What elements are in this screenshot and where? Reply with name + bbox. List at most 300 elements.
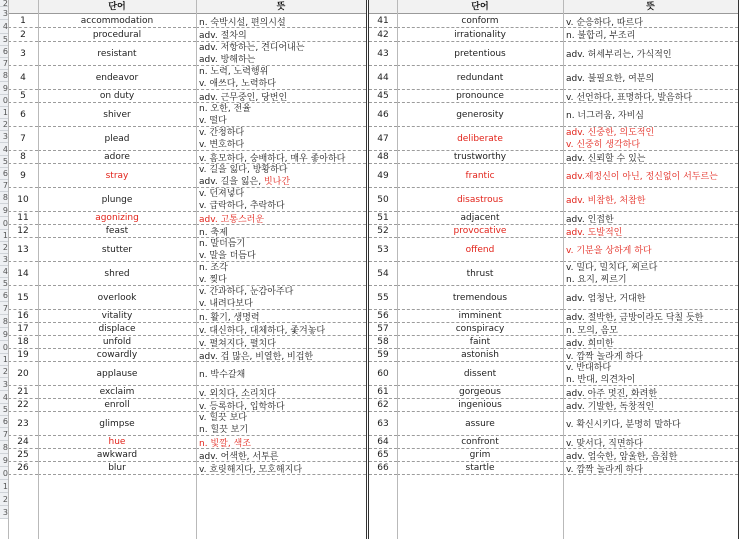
num-header-left[interactable] <box>8 0 38 14</box>
left-word-cell[interactable] <box>38 15 196 28</box>
left-num-cell[interactable] <box>8 42 38 66</box>
right-meaning-cell[interactable] <box>563 349 738 362</box>
row-header[interactable]: 1 <box>0 354 8 366</box>
right-word-cell-text: faint <box>469 337 491 347</box>
right-word-cell[interactable] <box>397 449 563 462</box>
meaning-line: adv. 저항하는, 견디어내는 <box>199 42 305 53</box>
right-word-cell[interactable] <box>397 362 563 386</box>
row-header[interactable]: 7 <box>0 428 8 441</box>
left-meaning-cell[interactable] <box>196 462 366 475</box>
right-num-cell-text: 42 <box>377 29 389 40</box>
left-meaning-cell[interactable] <box>196 399 366 412</box>
right-word-cell-text: deliberate <box>457 133 503 144</box>
left-meaning-cell[interactable] <box>196 66 366 90</box>
left-num-cell-text: 1 <box>20 16 26 26</box>
left-meaning-cell[interactable] <box>196 28 366 42</box>
right-meaning-cell[interactable] <box>563 262 738 286</box>
right-num-cell-text: 46 <box>377 109 389 120</box>
gridline <box>8 0 9 539</box>
left-word-cell[interactable] <box>38 336 196 349</box>
left-num-cell[interactable] <box>8 336 38 349</box>
right-word-cell[interactable] <box>397 225 563 238</box>
left-num-cell-text: 9 <box>20 170 26 181</box>
row-header[interactable]: 8 <box>0 70 8 82</box>
meaning-header-right[interactable]: 뜻 <box>563 0 738 14</box>
row-header[interactable]: 1 <box>0 480 8 493</box>
left-word-cell[interactable] <box>38 262 196 286</box>
left-word-cell-text: agonizing <box>95 213 139 223</box>
left-word-cell[interactable] <box>38 188 196 212</box>
right-num-cell-text: 56 <box>377 311 389 321</box>
right-word-cell[interactable] <box>397 66 563 90</box>
left-word-cell[interactable] <box>38 362 196 386</box>
row-header[interactable]: 4 <box>0 266 8 278</box>
row-header[interactable]: 4 <box>0 391 8 404</box>
right-word-cell[interactable] <box>397 462 563 475</box>
left-word-cell-text: enroll <box>104 400 130 410</box>
row-header[interactable]: 2 <box>0 493 8 506</box>
right-word-cell[interactable] <box>397 286 563 310</box>
left-num-cell-text: 19 <box>17 350 29 360</box>
right-num-cell-text: 54 <box>377 268 389 279</box>
right-word-cell[interactable] <box>397 238 563 262</box>
right-word-cell[interactable] <box>397 386 563 399</box>
right-num-cell-text: 57 <box>377 324 389 334</box>
right-word-cell[interactable] <box>397 310 563 323</box>
right-meaning-cell[interactable] <box>563 386 738 399</box>
left-word-cell[interactable] <box>38 286 196 310</box>
row-header[interactable]: 9 <box>0 454 8 467</box>
left-word-cell[interactable] <box>38 386 196 399</box>
left-word-cell[interactable] <box>38 238 196 262</box>
left-word-cell[interactable] <box>38 103 196 127</box>
meaning-line: n. 활기, 생명력 <box>199 312 260 323</box>
left-num-cell[interactable] <box>8 164 38 188</box>
left-num-cell-text: 10 <box>17 194 29 205</box>
right-num-cell[interactable] <box>369 462 397 475</box>
table-edge <box>738 0 739 539</box>
row-header[interactable]: 7 <box>0 58 8 70</box>
right-word-cell[interactable] <box>397 323 563 336</box>
right-num-cell-text: 52 <box>377 226 389 236</box>
right-word-cell[interactable] <box>397 399 563 412</box>
meaning-line: v. 맞서다, 직면하다 <box>566 438 643 449</box>
right-num-cell[interactable] <box>369 262 397 286</box>
right-meaning-cell[interactable] <box>563 151 738 164</box>
left-num-cell[interactable] <box>8 436 38 449</box>
left-word-cell[interactable] <box>38 449 196 462</box>
left-num-cell[interactable] <box>8 349 38 362</box>
left-word-cell[interactable] <box>38 127 196 151</box>
meaning-line: n. 빛깔, 색조 <box>199 438 251 449</box>
right-num-cell-text: 41 <box>377 16 389 26</box>
right-word-cell[interactable] <box>397 42 563 66</box>
left-num-cell[interactable] <box>8 225 38 238</box>
left-num-cell[interactable] <box>8 28 38 42</box>
left-word-cell-text: endeavor <box>95 72 139 83</box>
right-num-cell[interactable] <box>369 90 397 103</box>
meaning-line: adv. 절박한, 금방이라도 닥칠 듯한 <box>566 312 704 323</box>
left-num-cell[interactable] <box>8 310 38 323</box>
left-meaning-cell[interactable] <box>196 262 366 286</box>
right-word-cell-text: tremendous <box>452 292 508 303</box>
table-row <box>8 90 743 103</box>
left-meaning-cell[interactable] <box>196 386 366 399</box>
left-num-cell[interactable] <box>8 15 38 28</box>
left-word-cell-text: awkward <box>96 450 138 460</box>
row-header[interactable]: 3 <box>0 254 8 266</box>
right-word-cell[interactable] <box>397 349 563 362</box>
row-header[interactable]: 3 <box>0 131 8 143</box>
right-meaning-cell[interactable] <box>563 188 738 212</box>
right-word-cell-text: irrationality <box>454 29 506 40</box>
right-word-cell[interactable] <box>397 188 563 212</box>
row-header[interactable]: 0 <box>0 217 8 230</box>
left-num-cell[interactable] <box>8 127 38 151</box>
right-meaning-cell[interactable] <box>563 336 738 349</box>
right-num-cell[interactable] <box>369 412 397 436</box>
left-num-cell[interactable] <box>8 462 38 475</box>
row-header[interactable]: 2 <box>0 0 8 7</box>
meaning-line: v. 외치다, 소리치다 <box>199 388 276 399</box>
row-header[interactable]: 2 <box>0 242 8 254</box>
left-word-cell[interactable] <box>38 28 196 42</box>
word-header-left[interactable]: 단어 <box>38 0 196 14</box>
right-num-cell[interactable] <box>369 349 397 362</box>
right-num-cell[interactable] <box>369 362 397 386</box>
row-header[interactable]: 0 <box>0 341 8 354</box>
right-word-cell[interactable] <box>397 262 563 286</box>
right-num-cell-text: 49 <box>377 170 389 181</box>
right-meaning-cell[interactable] <box>563 412 738 436</box>
right-meaning-cell[interactable] <box>563 212 738 225</box>
left-word-cell[interactable] <box>38 399 196 412</box>
right-meaning-cell[interactable] <box>563 164 738 188</box>
row-header[interactable]: 6 <box>0 290 8 302</box>
left-word-cell[interactable] <box>38 151 196 164</box>
meaning-line: adv. 비참한, 처참한 <box>566 196 646 206</box>
left-meaning-cell[interactable] <box>196 151 366 164</box>
left-meaning-cell[interactable] <box>196 188 366 212</box>
left-num-cell-text: 16 <box>17 311 29 321</box>
row-header[interactable]: 2 <box>0 366 8 378</box>
right-num-cell-text: 45 <box>377 91 389 101</box>
left-num-cell-text: 17 <box>17 324 29 334</box>
row-header[interactable]: 3 <box>0 7 8 20</box>
left-word-cell[interactable] <box>38 164 196 188</box>
right-num-cell-text: 65 <box>377 450 389 460</box>
right-meaning-cell[interactable] <box>563 399 738 412</box>
left-num-cell[interactable] <box>8 90 38 103</box>
right-num-cell-text: 58 <box>377 337 389 347</box>
left-num-cell[interactable] <box>8 412 38 436</box>
right-num-cell[interactable] <box>369 42 397 66</box>
row-header[interactable]: 8 <box>0 192 8 204</box>
left-meaning-cell[interactable] <box>196 127 366 151</box>
gridline <box>196 0 197 539</box>
row-header[interactable]: 9 <box>0 328 8 341</box>
left-word-cell[interactable] <box>38 310 196 323</box>
meaning-line: adv. 고통스러운 <box>199 214 265 225</box>
row-header[interactable]: 7 <box>0 180 8 192</box>
right-num-cell[interactable] <box>369 66 397 90</box>
right-meaning-cell[interactable] <box>563 103 738 127</box>
right-num-cell[interactable] <box>369 323 397 336</box>
left-word-cell-text: on duty <box>99 91 135 101</box>
left-meaning-cell[interactable] <box>196 225 366 238</box>
left-meaning-cell[interactable] <box>196 164 366 188</box>
left-meaning-cell[interactable] <box>196 449 366 462</box>
row-header[interactable]: 0 <box>0 467 8 480</box>
left-meaning-cell[interactable] <box>196 436 366 449</box>
right-num-cell[interactable] <box>369 386 397 399</box>
left-word-cell[interactable] <box>38 42 196 66</box>
right-word-cell[interactable] <box>397 412 563 436</box>
meaning-line: v. 급락하다, 추락하다 <box>199 200 285 211</box>
meaning-line: v. 애쓰다, 노력하다 <box>199 78 276 89</box>
left-word-cell[interactable] <box>38 323 196 336</box>
right-word-cell-text: confront <box>461 437 499 447</box>
table-row <box>8 462 743 475</box>
left-num-cell[interactable] <box>8 188 38 212</box>
row-header[interactable]: 3 <box>0 378 8 391</box>
left-num-cell[interactable] <box>8 151 38 164</box>
right-num-cell-text: 59 <box>377 350 389 360</box>
right-num-cell[interactable] <box>369 310 397 323</box>
meaning-line: v. 등록하다, 입학하다 <box>199 401 285 412</box>
left-num-cell[interactable] <box>8 286 38 310</box>
meaning-line: v. 흐릿해지다, 모호해지다 <box>199 464 303 475</box>
right-num-cell[interactable] <box>369 336 397 349</box>
right-word-cell-text: gorgeous <box>459 387 501 397</box>
right-word-cell[interactable] <box>397 436 563 449</box>
left-meaning-cell[interactable] <box>196 238 366 262</box>
left-meaning-cell[interactable] <box>196 310 366 323</box>
meaning-line: adv. 기발한, 독창적인 <box>566 401 655 412</box>
right-meaning-cell[interactable] <box>563 225 738 238</box>
left-meaning-cell[interactable] <box>196 412 366 436</box>
left-num-cell[interactable] <box>8 103 38 127</box>
right-num-cell-text: 44 <box>377 72 389 83</box>
meaning-header-left[interactable]: 뜻 <box>196 0 366 14</box>
row-header[interactable]: 2 <box>0 119 8 131</box>
row-header[interactable]: 1 <box>0 107 8 119</box>
row-header[interactable]: 9 <box>0 82 8 95</box>
right-word-cell[interactable] <box>397 164 563 188</box>
left-num-cell-text: 2 <box>20 29 26 40</box>
meaning-line: v. 흠모하다, 숭배하다, 매우 좋아하다 <box>199 153 346 164</box>
meaning-line: adv. 방해하는 <box>199 54 256 65</box>
right-word-cell-text: assure <box>465 418 495 429</box>
table-row <box>8 15 743 28</box>
left-num-cell[interactable] <box>8 323 38 336</box>
right-num-cell[interactable] <box>369 151 397 164</box>
right-meaning-cell[interactable] <box>563 323 738 336</box>
right-meaning-cell[interactable] <box>563 462 738 475</box>
right-meaning-cell[interactable] <box>563 15 738 28</box>
right-num-cell[interactable] <box>369 15 397 28</box>
right-num-cell-text: 50 <box>377 194 389 205</box>
right-word-cell[interactable] <box>397 90 563 103</box>
meaning-line: v. 신중히 생각하다 <box>566 139 641 150</box>
meaning-line: adv. 신뢰할 수 있는 <box>566 153 646 164</box>
gridline <box>563 0 564 539</box>
row-header[interactable]: 6 <box>0 416 8 428</box>
left-word-cell-text: feast <box>105 226 129 236</box>
row-header[interactable]: 4 <box>0 143 8 156</box>
left-meaning-cell[interactable] <box>196 15 366 28</box>
right-word-cell-text: imminent <box>458 311 502 321</box>
right-word-cell-text: disastrous <box>456 194 504 205</box>
left-num-cell[interactable] <box>8 449 38 462</box>
num-header-right[interactable] <box>369 0 397 14</box>
left-word-cell[interactable] <box>38 212 196 225</box>
table-row <box>8 449 743 462</box>
meaning-line: v. 떨다 <box>199 115 227 126</box>
table-row <box>8 262 743 286</box>
table-row <box>8 28 743 42</box>
row-header[interactable]: 8 <box>0 315 8 328</box>
right-word-cell-text: adjacent <box>460 213 500 223</box>
right-num-cell[interactable] <box>369 212 397 225</box>
right-word-cell[interactable] <box>397 151 563 164</box>
left-num-cell-text: 24 <box>17 437 29 447</box>
right-num-cell[interactable] <box>369 238 397 262</box>
left-meaning-cell[interactable] <box>196 362 366 386</box>
left-num-cell[interactable] <box>8 399 38 412</box>
right-meaning-cell[interactable] <box>563 362 738 386</box>
meaning-line: v. 내려다보다 <box>199 298 253 309</box>
left-num-cell-text: 20 <box>17 368 29 379</box>
right-word-cell[interactable] <box>397 103 563 127</box>
meaning-line: adv. 신중한, 의도적인 <box>566 127 655 138</box>
left-num-cell[interactable] <box>8 238 38 262</box>
left-word-cell[interactable] <box>38 66 196 90</box>
left-meaning-cell[interactable] <box>196 103 366 127</box>
right-num-cell-text: 51 <box>377 213 389 223</box>
left-word-cell[interactable] <box>38 225 196 238</box>
right-meaning-cell[interactable] <box>563 238 738 262</box>
left-meaning-cell[interactable] <box>196 42 366 66</box>
right-word-cell[interactable] <box>397 212 563 225</box>
gridline <box>38 0 39 539</box>
row-header[interactable]: 5 <box>0 156 8 168</box>
right-num-cell[interactable] <box>369 127 397 151</box>
left-num-cell[interactable] <box>8 212 38 225</box>
right-num-cell[interactable] <box>369 436 397 449</box>
table-row <box>8 66 743 90</box>
right-word-cell[interactable] <box>397 336 563 349</box>
left-meaning-cell[interactable] <box>196 90 366 103</box>
right-word-cell[interactable] <box>397 127 563 151</box>
row-header[interactable]: 8 <box>0 441 8 454</box>
right-word-cell[interactable] <box>397 15 563 28</box>
row-header[interactable]: 3 <box>0 506 8 519</box>
row-header[interactable]: 6 <box>0 168 8 180</box>
row-header[interactable]: 5 <box>0 34 8 46</box>
left-num-cell[interactable] <box>8 386 38 399</box>
right-num-cell[interactable] <box>369 449 397 462</box>
right-word-cell[interactable] <box>397 28 563 42</box>
meaning-line: adv. 엄청난, 거대한 <box>566 294 646 304</box>
meaning-line: v. 펼쳐지다, 펼치다 <box>199 338 276 349</box>
left-word-cell[interactable] <box>38 436 196 449</box>
right-meaning-cell[interactable] <box>563 28 738 42</box>
meaning-line: n. 불합리, 부조리 <box>566 31 636 41</box>
left-num-cell-text: 5 <box>20 91 26 101</box>
row-header[interactable]: 9 <box>0 204 8 217</box>
meaning-line: v. 힐끗 보다 <box>199 412 247 423</box>
right-num-cell[interactable] <box>369 28 397 42</box>
meaning-line: v. 간과하다, 눈감아주다 <box>199 286 294 297</box>
row-header[interactable]: 4 <box>0 20 8 34</box>
row-header[interactable]: 7 <box>0 302 8 315</box>
row-header[interactable]: 0 <box>0 95 8 107</box>
meaning-line: v. 던져넣다 <box>199 188 245 199</box>
meaning-line: n. 모의, 음모 <box>566 325 618 336</box>
left-num-cell[interactable] <box>8 66 38 90</box>
row-header[interactable]: 5 <box>0 404 8 416</box>
right-num-cell-text: 62 <box>377 400 389 410</box>
right-word-cell-text: redundant <box>456 72 504 83</box>
row-header[interactable]: 5 <box>0 278 8 290</box>
right-meaning-cell[interactable] <box>563 66 738 90</box>
right-num-cell-text: 61 <box>377 387 389 397</box>
meaning-line: adv. 도발적인 <box>566 227 623 238</box>
table-row <box>8 349 743 362</box>
left-meaning-cell[interactable] <box>196 286 366 310</box>
right-word-cell-text: conspiracy <box>455 324 505 334</box>
meaning-line: v. 기분을 상하게 하다 <box>566 246 652 256</box>
right-num-cell[interactable] <box>369 164 397 188</box>
meaning-line: v. 선언하다, 표명하다, 발음하다 <box>566 92 693 103</box>
left-word-cell[interactable] <box>38 90 196 103</box>
left-word-cell[interactable] <box>38 462 196 475</box>
left-num-cell[interactable] <box>8 262 38 286</box>
meaning-line: n. 말더듬기 <box>199 238 246 249</box>
left-word-cell[interactable] <box>38 349 196 362</box>
right-meaning-cell[interactable] <box>563 449 738 462</box>
right-meaning-cell[interactable] <box>563 42 738 66</box>
meaning-line: adv. 엄숙한, 암울한, 음침한 <box>566 451 678 462</box>
left-meaning-cell[interactable] <box>196 212 366 225</box>
left-num-cell[interactable] <box>8 362 38 386</box>
left-meaning-cell[interactable] <box>196 349 366 362</box>
right-meaning-cell[interactable] <box>563 310 738 323</box>
left-num-cell-text: 12 <box>17 226 29 236</box>
right-num-cell[interactable] <box>369 286 397 310</box>
left-word-cell-text: overlook <box>97 292 137 303</box>
left-word-cell-text: applause <box>96 368 138 379</box>
right-num-cell-text: 48 <box>377 152 389 162</box>
row-header[interactable]: 6 <box>0 46 8 58</box>
right-num-cell-text: 63 <box>377 418 389 429</box>
left-meaning-cell[interactable] <box>196 336 366 349</box>
right-num-cell[interactable] <box>369 188 397 212</box>
right-meaning-cell[interactable] <box>563 286 738 310</box>
right-meaning-cell[interactable] <box>563 436 738 449</box>
row-header[interactable]: 1 <box>0 230 8 242</box>
right-num-cell[interactable] <box>369 225 397 238</box>
right-num-cell[interactable] <box>369 399 397 412</box>
left-meaning-cell[interactable] <box>196 323 366 336</box>
right-meaning-cell[interactable] <box>563 90 738 103</box>
right-meaning-cell[interactable] <box>563 127 738 151</box>
left-word-cell[interactable] <box>38 412 196 436</box>
word-header-right[interactable]: 단어 <box>397 0 563 14</box>
right-num-cell[interactable] <box>369 103 397 127</box>
left-num-cell-text: 4 <box>20 72 26 83</box>
